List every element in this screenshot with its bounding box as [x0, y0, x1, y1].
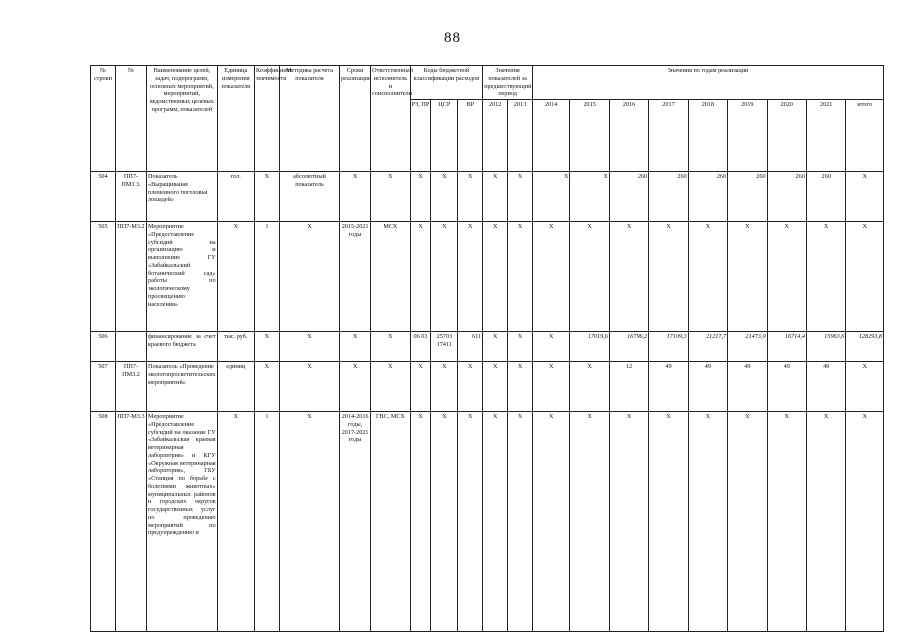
row-terms: Х	[340, 332, 371, 362]
row-name: Мероприятие «Предоставление субсидий на организацию и выполнение ГУ «Забайкальский ботанический сад» работы по экологическому просвещению населения»	[147, 222, 218, 332]
row-csr: Х	[431, 172, 458, 222]
row-rz: Х	[410, 362, 431, 412]
row-2021: Х	[806, 412, 845, 632]
row-2013: Х	[508, 222, 533, 332]
row-csr: Х	[431, 412, 458, 632]
header-2020: 2020	[767, 100, 806, 172]
row-2021: 15963,6	[806, 332, 845, 362]
row-method: Х	[279, 412, 339, 632]
row-2015: Х	[570, 412, 609, 632]
row-no: 506	[91, 332, 116, 362]
row-2020: 16714,4	[767, 332, 806, 362]
row-2021: Х	[806, 222, 845, 332]
row-method: Х	[279, 222, 339, 332]
row-2016: 12	[609, 362, 648, 412]
row-2020: 260	[767, 172, 806, 222]
row-rz: Х	[410, 222, 431, 332]
row-2021: 260	[806, 172, 845, 222]
row-coef: Х	[254, 362, 279, 412]
row-2015: Х	[570, 362, 609, 412]
header-name: Наименование целей, задач, подпрограмм, основных мероприятий, мероприятий, ведомственных целевых программ, показателей	[147, 66, 218, 172]
row-no: 508	[91, 412, 116, 632]
row-resp: Х	[371, 172, 410, 222]
header-method: Методика расчета показателя	[279, 66, 339, 172]
row-vr: 611	[458, 332, 483, 362]
row-2018: 21217,7	[688, 332, 727, 362]
row-coef: 1	[254, 222, 279, 332]
header-2021: 2021	[806, 100, 845, 172]
row-resp: Х	[371, 332, 410, 362]
header-budget-codes: Коды бюджетной классификации расходов	[410, 66, 483, 100]
row-2017: Х	[649, 222, 688, 332]
page-number: 88	[444, 30, 461, 46]
row-vr: Х	[458, 172, 483, 222]
header-terms: Сроки реализации	[340, 66, 371, 172]
row-vr: Х	[458, 222, 483, 332]
row-terms: 2015-2021 годы	[340, 222, 371, 332]
row-2021: 49	[806, 362, 845, 412]
row-2019: 49	[728, 362, 767, 412]
row-2019: 21473,0	[728, 332, 767, 362]
row-vr: Х	[458, 362, 483, 412]
row-2016: Х	[609, 222, 648, 332]
row-2013: Х	[508, 412, 533, 632]
row-2020: Х	[767, 412, 806, 632]
row-coef: 1	[254, 412, 279, 632]
table-row	[91, 332, 884, 362]
header-2019: 2019	[728, 100, 767, 172]
row-method: абсолютный показатель	[279, 172, 339, 222]
row-name: Показатель «Проведение экологопросветительских мероприятий»	[147, 362, 218, 412]
row-2019: Х	[728, 412, 767, 632]
header-2012: 2012	[483, 100, 508, 172]
row-2020: Х	[767, 222, 806, 332]
row-2018: Х	[688, 222, 727, 332]
header-rz: РЗ, ПР	[410, 100, 431, 172]
header-2017: 2017	[649, 100, 688, 172]
header-total: итого	[846, 100, 884, 172]
row-2017: 260	[649, 172, 688, 222]
row-coef: Х	[254, 172, 279, 222]
row-num: ПП7-М3.2	[115, 222, 146, 332]
row-csr: Х	[431, 222, 458, 332]
row-2019: Х	[728, 222, 767, 332]
row-2015: 17019,6	[570, 332, 609, 362]
row-rz: 06 03	[410, 332, 431, 362]
table-row	[91, 362, 884, 412]
row-unit: гол.	[217, 172, 254, 222]
row-rz: Х	[410, 172, 431, 222]
row-2016: 260	[609, 172, 648, 222]
row-2019: 260	[728, 172, 767, 222]
row-terms: Х	[340, 362, 371, 412]
header-num: №	[115, 66, 146, 172]
row-no: 505	[91, 222, 116, 332]
row-resp: ГВС, МСХ	[371, 412, 410, 632]
header-year-values: Значения по годам реализации	[533, 66, 884, 100]
row-2013: Х	[508, 332, 533, 362]
header-2016: 2016	[609, 100, 648, 172]
row-terms: Х	[340, 172, 371, 222]
row-total: Х	[846, 412, 884, 632]
row-unit: Х	[217, 222, 254, 332]
row-no: 504	[91, 172, 116, 222]
row-resp: МСХ	[371, 222, 410, 332]
header-resp: Ответственный исполнитель и соисполнители	[371, 66, 410, 172]
row-resp: Х	[371, 362, 410, 412]
program-table	[90, 65, 884, 632]
header-coef: Коэффициент значимости	[254, 66, 279, 172]
row-2018: 49	[688, 362, 727, 412]
row-2013: Х	[508, 172, 533, 222]
row-unit: тыс. руб.	[217, 332, 254, 362]
row-2016: 16796,2	[609, 332, 648, 362]
header-2018: 2018	[688, 100, 727, 172]
row-2012: Х	[483, 362, 508, 412]
row-2014: Х	[533, 332, 570, 362]
row-2020: 49	[767, 362, 806, 412]
row-num: ПП7-ПМ3.2	[115, 362, 146, 412]
row-2017: 17109,3	[649, 332, 688, 362]
row-2018: 260	[688, 172, 727, 222]
row-total: 128293,8	[846, 332, 884, 362]
row-rz: Х	[410, 412, 431, 632]
row-2014: Х	[533, 222, 570, 332]
header-csr: ЦСР	[431, 100, 458, 172]
row-num: ПП7-ПМ3.3.	[115, 172, 146, 222]
row-num	[115, 332, 146, 362]
row-name: Мероприятие «Предоставление субсидий на оказание ГУ «Забайкальская краевая ветеринарная лаборатория» и КГУ «Окружная ветеринарная лаборатория», ГБУ «Станция по борьбе с болезнями животных» муниципальных районов и городских округов государственных услуг по проведению мероприятий по предупреждению и	[147, 412, 218, 632]
row-total: Х	[846, 362, 884, 412]
row-2013: Х	[508, 362, 533, 412]
row-coef: Х	[254, 332, 279, 362]
row-2012: Х	[483, 222, 508, 332]
row-2015: Х	[570, 172, 609, 222]
row-name: Показатель «Выращивание племенного поголовья лошадей»	[147, 172, 218, 222]
header-vr: ВР	[458, 100, 483, 172]
row-terms: 2014-2016 годы, 2017-2021 годы	[340, 412, 371, 632]
row-total: Х	[846, 172, 884, 222]
table-row	[91, 222, 884, 332]
table-row	[91, 172, 884, 222]
header-unit: Единица измерения показателя	[217, 66, 254, 172]
row-2016: Х	[609, 412, 648, 632]
row-2012: Х	[483, 332, 508, 362]
header-2015: 2015	[570, 100, 609, 172]
row-name: финансирование за счет краевого бюджета	[147, 332, 218, 362]
row-method: Х	[279, 332, 339, 362]
row-no: 507	[91, 362, 116, 412]
row-vr: Х	[458, 412, 483, 632]
row-2018: Х	[688, 412, 727, 632]
row-2014: Х	[533, 362, 570, 412]
row-csr: 25703 17411	[431, 332, 458, 362]
row-method: Х	[279, 362, 339, 412]
row-2014: Х	[533, 172, 570, 222]
row-num: ПП7-М3.3	[115, 412, 146, 632]
header-2014: 2014	[533, 100, 570, 172]
row-2017: 49	[649, 362, 688, 412]
row-total: Х	[846, 222, 884, 332]
row-2015: Х	[570, 222, 609, 332]
row-csr: Х	[431, 362, 458, 412]
header-row-no: № строки	[91, 66, 116, 172]
row-2012: Х	[483, 172, 508, 222]
row-unit: Х	[217, 412, 254, 632]
header-2013: 2013	[508, 100, 533, 172]
row-2014: Х	[533, 412, 570, 632]
header-prev-values: Значения показателей за предшествующий период	[483, 66, 533, 100]
table-row	[91, 412, 884, 632]
row-unit: единиц	[217, 362, 254, 412]
row-2012: Х	[483, 412, 508, 632]
row-2017: Х	[649, 412, 688, 632]
